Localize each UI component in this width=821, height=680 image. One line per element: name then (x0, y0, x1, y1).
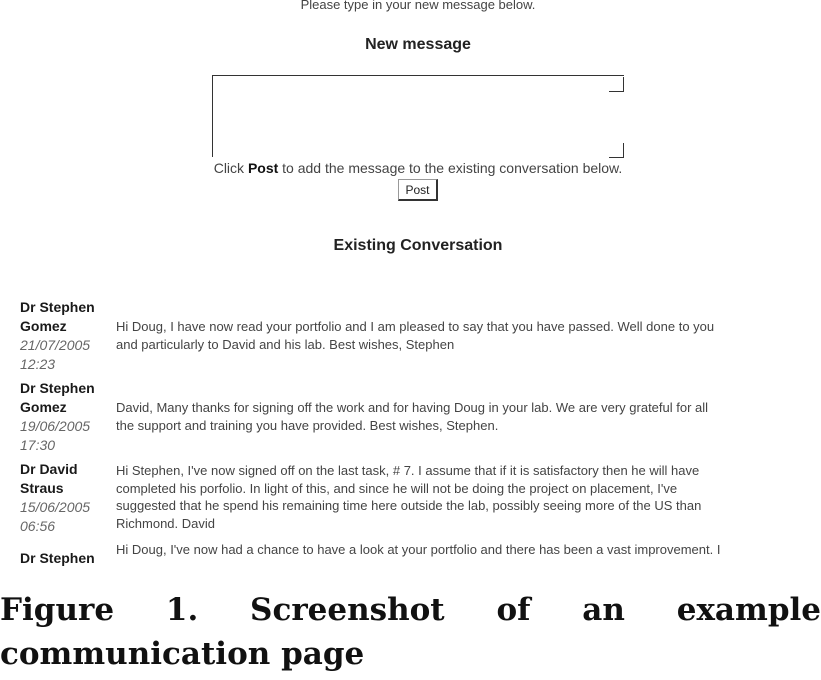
message-line: Hi Doug, I have now read your portfolio and I am pleased to say that you have passed. Well done to you (116, 319, 715, 334)
conversation-entry (20, 298, 820, 379)
entry-time: 12:23 (20, 356, 56, 372)
new-message-heading: New message (365, 36, 471, 53)
post-button[interactable]: Post (398, 179, 438, 201)
entry-author: Dr Stephen Gomez (20, 380, 95, 415)
entry-timestamp (20, 417, 112, 455)
message-box-left-border (212, 75, 213, 157)
conversation-entry (20, 460, 820, 541)
message-line: Richmond. David (116, 515, 215, 531)
message-line: the support and training you have provided. Best wishes, Stephen. (116, 417, 499, 433)
entry-timestamp (20, 498, 112, 536)
conversation-entry (20, 541, 820, 568)
entry-message (116, 462, 816, 532)
message-line: completed his porfolio. In light of this, and since he will not be doing the project on placement, I've (116, 480, 678, 496)
entry-timestamp (20, 336, 112, 374)
entry-time: 06:56 (20, 518, 56, 534)
scroll-down-corner[interactable] (609, 143, 624, 158)
entry-message (116, 318, 816, 353)
figure-caption: Figure 1. Screenshot of an example communication page (0, 592, 821, 672)
entry-time: 17:30 (20, 437, 56, 453)
message-line: David, Many thanks for signing off the work and for having Doug in your lab. We are very grateful for all (116, 400, 709, 415)
instruction-prefix: Click (213, 160, 248, 176)
message-line: Hi Stephen, I've now signed off on the last task, # 7. I assume that if it is satisfactory then he will have (116, 463, 700, 478)
entry-author: Dr Stephen (20, 550, 95, 566)
entry-author: Dr Stephen Gomez (20, 299, 95, 334)
instruction-suffix: to add the message to the existing conversation below. (278, 160, 623, 176)
conversation-list (20, 298, 820, 568)
message-box-top-border (212, 75, 624, 76)
message-line: and particularly to David and his lab. Best wishes, Stephen (116, 336, 455, 352)
intro-text: Please type in your new message below. (300, 0, 536, 12)
message-line: Hi Doug, I've now had a chance to have a look at your portfolio and there has been a vast improvement. I (116, 542, 721, 557)
entry-author: Dr David Straus (20, 461, 78, 496)
entry-message (116, 399, 816, 434)
entry-date: 21/07/2005 (20, 337, 91, 353)
post-instruction (0, 160, 821, 176)
conversation-entry (20, 379, 820, 460)
message-line: suggested that he spend his remaining time here outside the lab, possibly seeing more of the US than (116, 498, 702, 513)
entry-date: 15/06/2005 (20, 499, 91, 515)
existing-conversation-heading: Existing Conversation (333, 237, 503, 254)
entry-date: 19/06/2005 (20, 418, 91, 434)
new-message-input[interactable] (212, 75, 624, 157)
entry-message (116, 541, 816, 559)
instruction-post-word: Post (247, 160, 279, 176)
scroll-up-corner[interactable] (609, 77, 624, 92)
